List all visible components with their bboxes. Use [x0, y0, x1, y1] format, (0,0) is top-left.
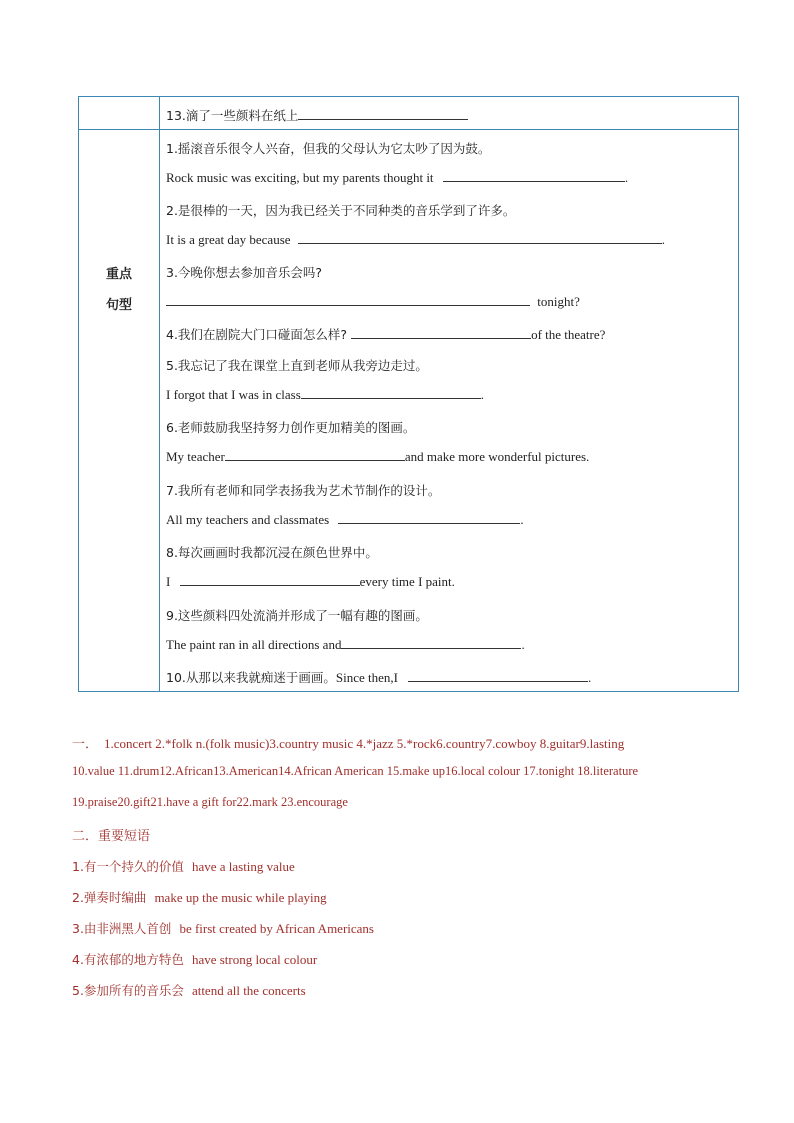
label-line-2: 句型 [105, 298, 132, 313]
label-line-1: 重点 [105, 267, 132, 282]
answer-blank [341, 638, 521, 649]
answer-blank [225, 450, 405, 461]
phrase-item: 4.有浓郁的地方特色 have strong local colour [72, 952, 318, 967]
answer-blank [298, 109, 468, 120]
answer-blank [166, 295, 530, 306]
item-13-text: 13.滴了一些颜料在纸上 [166, 108, 299, 123]
answer-blank [351, 328, 531, 339]
item-6-en: My teacher and make more wonderful pictures. [166, 449, 590, 464]
item-4: 4.我们在剧院大门口碰面怎么样? of the theatre? [166, 327, 606, 342]
answer-line-2: 10.value 11.drum12.African13.American14.African American 15.make up16.local colour 17.tonight 18.literature [72, 764, 639, 778]
item-7-cn: 7.我所有老师和同学表扬我为艺术节制作的设计。 [166, 483, 441, 498]
answer-blank [408, 671, 588, 682]
item-5-en: I forgot that I was in class . [166, 387, 485, 402]
item-1-cn: 1.摇滚音乐很令人兴奋，但我的父母认为它太吵了因为鼓。 [166, 141, 491, 156]
answer-blank [298, 233, 662, 244]
phrase-item: 2.弹奏时编曲 make up the music while playing [72, 890, 327, 905]
section-label [79, 259, 159, 321]
item-8-en: I every time I paint. [166, 574, 455, 589]
item-3-cn: 3.今晚你想去参加音乐会吗? [166, 265, 323, 280]
sentence-table [78, 96, 739, 692]
item-1-en: Rock music was exciting, but my parents thought it . [166, 170, 629, 185]
answer-blank [180, 575, 360, 586]
item-2-cn: 2.是很棒的一天，因为我已经关于不同种类的音乐学到了许多。 [166, 203, 516, 218]
column-divider [159, 97, 160, 691]
table-row-13 [79, 97, 738, 130]
item-6-cn: 6.老师鼓励我坚持努力创作更加精美的图画。 [166, 420, 416, 435]
section-2-title: 二．重要短语 [72, 829, 151, 844]
phrase-item: 5.参加所有的音乐会 attend all the concerts [72, 983, 306, 998]
phrase-item: 1.有一个持久的价值 have a lasting value [72, 859, 295, 874]
answer-line-1: 一． 1.concert 2.*folk n.(folk music)3.country music 4.*jazz 5.*rock6.country7.cowboy 8.guitar9.lasting [72, 736, 625, 752]
phrase-item: 3.由非洲黑人首创 be first created by African Americans [72, 921, 374, 936]
item-7-en: All my teachers and classmates . [166, 512, 524, 527]
item-3-en: tonight? [166, 294, 580, 310]
answer-blank [301, 388, 481, 399]
section-1-label: 一． [72, 737, 99, 752]
answer-blank [443, 171, 625, 182]
item-10: 10.从那以来我就痴迷于画画。Since then,I . [166, 670, 592, 685]
answer-blank [338, 513, 520, 524]
item-8-cn: 8.每次画画时我都沉浸在颜色世界中。 [166, 545, 378, 560]
item-5-cn: 5.我忘记了我在课堂上直到老师从我旁边走过。 [166, 358, 428, 373]
item-2-en: It is a great day because . [166, 232, 666, 247]
answer-line-3: 19.praise20.gift21.have a gift for22.mark 23.encourage [72, 795, 348, 809]
item-9-en: The paint ran in all directions and . [166, 637, 525, 652]
item-9-cn: 9.这些颜料四处流淌并形成了一幅有趣的图画。 [166, 608, 428, 623]
